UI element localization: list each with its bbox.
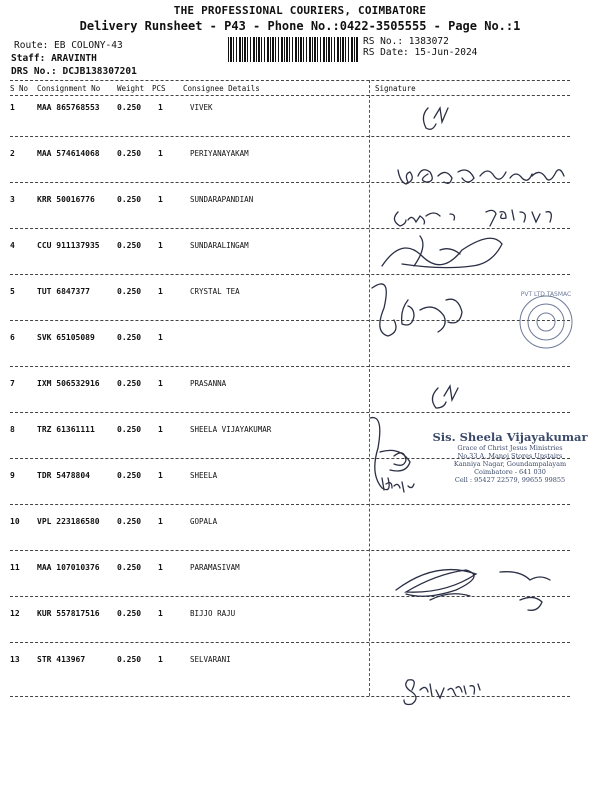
row-sno: 11 — [10, 563, 20, 572]
row-consignment: TUT 6847377 — [37, 287, 90, 296]
row-pcs: 1 — [158, 149, 163, 158]
row-pcs: 1 — [158, 379, 163, 388]
row-weight: 0.250 — [117, 425, 142, 434]
row-sno: 6 — [10, 333, 15, 342]
row-sno: 2 — [10, 149, 15, 158]
row-sno: 13 — [10, 655, 20, 664]
row-sno: 10 — [10, 517, 20, 526]
row-weight: 0.250 — [117, 149, 142, 158]
row-sno: 9 — [10, 471, 15, 480]
row-pcs: 1 — [158, 609, 163, 618]
row-consignment: CCU 911137935 — [37, 241, 100, 250]
runsheet-title: Delivery Runsheet - P43 - Phone No.:0422-3505555 - Page No.:1 — [79, 19, 521, 33]
staff-label: Staff: — [11, 53, 46, 64]
row-weight: 0.250 — [117, 103, 142, 112]
row-consignee: BIJJO RAJU — [190, 609, 236, 618]
stamp-line1: Grace of Christ Jesus Ministries — [457, 444, 563, 452]
signature-row13 — [404, 680, 480, 705]
row-consignment: STR 413967 — [37, 655, 86, 664]
row-consignee: SHEELA — [190, 471, 218, 480]
row-weight: 0.250 — [117, 379, 142, 388]
stamp-line5: Cell : 95427 22579, 99655 99855 — [454, 476, 566, 484]
col-pcs: PCS — [152, 84, 166, 93]
row-pcs: 1 — [158, 517, 163, 526]
row-weight: 0.250 — [117, 563, 142, 572]
col-sno: S No — [10, 84, 29, 93]
row-pcs: 1 — [158, 425, 163, 434]
row-weight: 0.250 — [117, 195, 142, 204]
signature-row8 — [370, 418, 410, 490]
row-pcs: 1 — [158, 471, 163, 480]
row-consignee: SHEELA VIJAYAKUMAR — [190, 425, 272, 434]
row-consignee: VIVEK — [190, 103, 213, 112]
row-pcs: 1 — [158, 241, 163, 250]
row-consignee: PERIYANAYAKAM — [190, 149, 249, 158]
row-pcs: 1 — [158, 103, 163, 112]
row-pcs: 1 — [158, 195, 163, 204]
row-weight: 0.250 — [117, 333, 142, 342]
row-sno: 8 — [10, 425, 15, 434]
route-label: Route: EB COLONY-43 — [14, 40, 123, 51]
row-consignment: TRZ 61361111 — [37, 425, 95, 434]
row-consignee: SELVARANI — [190, 655, 231, 664]
col-signature: Signature — [375, 84, 416, 93]
row-consignee: SUNDARALINGAM — [190, 241, 249, 250]
row-pcs: 1 — [158, 287, 163, 296]
signature-row2 — [398, 170, 564, 184]
signature-row3 — [394, 210, 551, 226]
row-pcs: 1 — [158, 563, 163, 572]
row-consignment: MAA 107010376 — [37, 563, 100, 572]
tasmac-seal — [520, 296, 572, 348]
row-consignment: TDR 5478804 — [37, 471, 90, 480]
signature-row4 — [382, 236, 502, 268]
row-pcs: 1 — [158, 655, 163, 664]
row-consignment: IXM 506532916 — [37, 379, 100, 388]
row-consignment: VPL 223186580 — [37, 517, 100, 526]
row-weight: 0.250 — [117, 471, 142, 480]
rs-date: RS Date: 15-Jun-2024 — [363, 47, 478, 58]
row-consignee: PRASANNA — [190, 379, 227, 388]
signature-row11 — [396, 570, 550, 611]
row-consignee: CRYSTAL TEA — [190, 287, 240, 296]
rs-number: RS No.: 1383072 — [363, 36, 449, 47]
row-weight: 0.250 — [117, 655, 142, 664]
stamp-line4: Coimbatore - 641 030 — [474, 468, 546, 476]
company-title: THE PROFESSIONAL COURIERS, COIMBATORE — [173, 4, 427, 17]
row-sno: 1 — [10, 103, 15, 112]
row-sno: 7 — [10, 379, 15, 388]
row-sno: 3 — [10, 195, 15, 204]
row-sno: 5 — [10, 287, 15, 296]
stamp-line3: Kanniya Nagar, Goundampalayam — [453, 460, 567, 468]
row-consignment: KRR 50016776 — [37, 195, 95, 204]
row-sno: 12 — [10, 609, 20, 618]
col-consignee: Consignee Details — [183, 84, 260, 93]
row-consignment: MAA 574614068 — [37, 149, 100, 158]
stamp-line2: No.33 A, Manoj Stores Upstairs — [457, 452, 563, 460]
row-weight: 0.250 — [117, 287, 142, 296]
signature-row5 — [372, 284, 462, 336]
row-consignment: KUR 557817516 — [37, 609, 100, 618]
row-pcs: 1 — [158, 333, 163, 342]
row-consignee: GOPALA — [190, 517, 218, 526]
staff-name: ARAVINTH — [51, 53, 97, 64]
row-consignee: SUNDARAPANDIAN — [190, 195, 254, 204]
col-consignment: Consignment No — [37, 84, 101, 93]
drs-number: DRS No.: DCJB138307201 — [11, 66, 137, 77]
signature-row7 — [432, 386, 458, 408]
row-sno: 4 — [10, 241, 15, 250]
row-weight: 0.250 — [117, 609, 142, 618]
row-consignment: SVK 65105089 — [37, 333, 95, 342]
row-weight: 0.250 — [117, 517, 142, 526]
row-consignment: MAA 865768553 — [37, 103, 100, 112]
row-consignee: PARAMASIVAM — [190, 563, 240, 572]
col-weight: Weight — [117, 84, 145, 93]
stamp-name: Sis. Sheela Vijayakumar — [432, 430, 588, 444]
signature-row1 — [423, 108, 448, 129]
row-weight: 0.250 — [117, 241, 142, 250]
seal-text: PVT LTD TASMAC — [520, 291, 572, 298]
